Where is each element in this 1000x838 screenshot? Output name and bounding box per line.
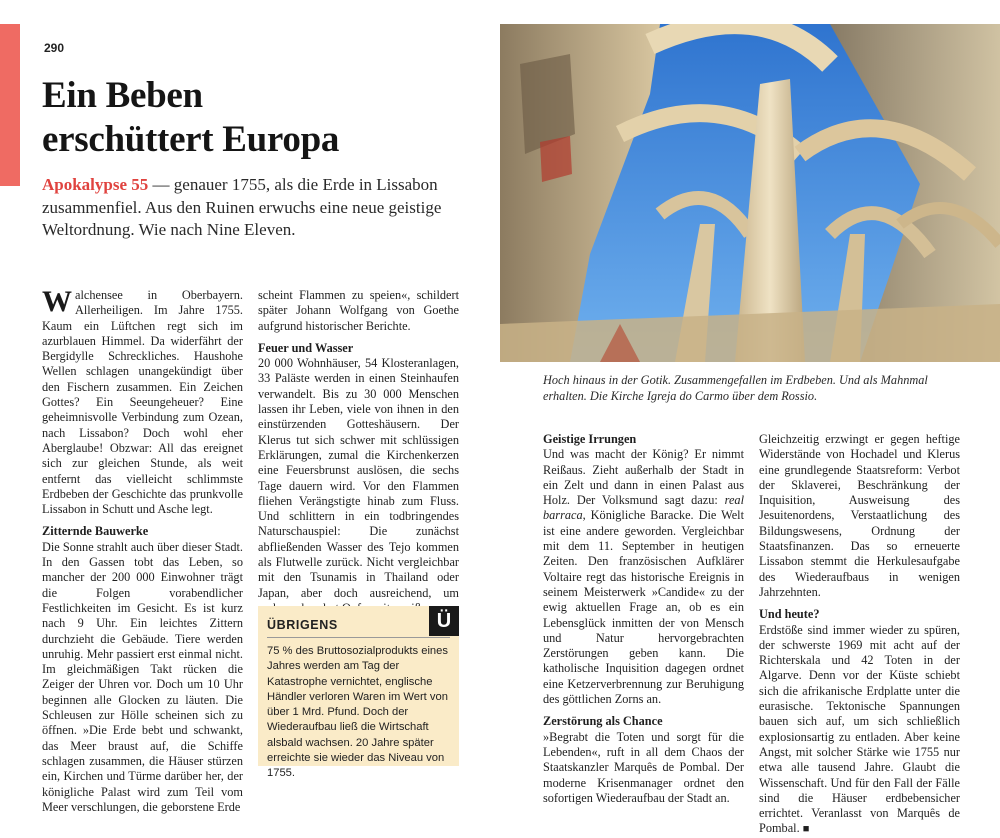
body-paragraph: Gleichzeitig erzwingt er gegen heftige Widerstände von Hochadel und Klerus eine grundlegende Staatsreform: Verbot der Sklaverei, Beschränkung der Inquisition, Ausweisung des Jesuitenordens, Verstaatlichung des Bildungswesens, Ordnung der Staatsfinanzen. Das so erneuerte Lissabon stemmt die Herkulesaufgabe des Wiederaufbaus in wenigen Jahrzehnten. — [759, 432, 960, 599]
article-column-3 — [543, 432, 744, 806]
chapter-color-bar — [0, 24, 20, 186]
photo-caption: Hoch hinaus in der Gotik. Zusammengefallen im Erdbeben. Und als Mahnmal erhalten. Die Kirche Igreja do Carmo über dem Rossio. — [543, 373, 928, 403]
lead-kicker: Apokalypse 55 — [42, 175, 149, 194]
info-box-divider — [267, 637, 450, 638]
info-box-text: 75 % des Bruttosozialprodukts eines Jahres werden am Tag der Katastrophe vernichtet, englische Händler verloren Waren im Wert von über 1 Mrd. Pfund. Doch der Wiederaufbau ließ die Wirtschaft alsbald wachsen. 20 Jahre später erreichte sie wieder das Niveau von 1755. — [267, 645, 448, 780]
info-badge-icon: Ü — [429, 606, 459, 636]
continuation-paragraph: scheint Flammen zu speien«, schildert später Johann Wolfgang von Goethe aufgrund historischer Berichte. — [258, 288, 459, 333]
intro-paragraph — [42, 285, 243, 517]
body-text: , Königliche Baracke. Die Welt ist eine andere geworden. Vergleichbar mit dem 11. September in heutigen Zeiten. Den französischen Aufklärer Voltaire regt das historische Ereignis in seinem Meisterwerk »Candide« zu der ewig aktuellen Frage an, ob es ein Lebensglück inmitten der von Mensch und Natur hervorgebrachten Zerstörungen geben kann. Die katholische Inquisition dagegen ordnet eine Ketzerverbrennung zur Beruhigung des göttlichen Zorns an. — [543, 508, 744, 707]
body-paragraph: 20 000 Wohnhäuser, 54 Klosteranlagen, 33 Paläste werden in einen Steinhaufen verwandelt. Bis zu 30 000 Menschen lassen ihr Leben, viele von ihnen in den einstürzenden Gotteshäusern. Der Klerus tut sich schwer mit schlüssigen Erklärungen, zumal die Kirchenkerzen eine Feuersbrunst auslösen, die sechs Tage dauern wird. Vor den Flammen fliehen Verängstigte hinab zum Fluss. Und schlittern in ein todbringendes Naturschauspiel: Die zunächst abfließenden Wasser des Tejo kommen als Flutwelle zurück. Nicht vergleichbar mit den Tsunamis in Thailand oder Japan, aber doch ausreichend, um — [258, 356, 459, 600]
article-column-2 — [258, 288, 459, 616]
info-box-heading: ÜBRIGENS — [267, 618, 338, 632]
subheading-zitternde-bauwerke: Zitternde Bauwerke — [42, 524, 149, 539]
page-number: 290 — [44, 41, 65, 55]
article-column-1 — [42, 285, 243, 815]
body-paragraph: »Begrabt die Toten und sorgt für die Lebenden«, ruft in all dem Chaos der Staatskanzler Marquês de Pombal. Der moderne Krisenmanager ordnet den sofortigen Wiederaufbau der Stadt an. — [543, 729, 744, 805]
lead-paragraph — [42, 174, 462, 242]
intro-text: alchensee in Oberbayern. Allerheiligen. Im Jahre 1755. Kaum ein Lüftchen regt sich im azurblauen Himmel. Da widerfährt der Bergidylle Schreckliches. Haushohe Wellen schlagen unangekündigt über den Fischern zusammen. Ein Zeichen Gottes? Ein Seeungeheuer? Eine geheimnisvolle Verbindung zum Ozean, nach Lissabon? Doch wohl eher Aberglaube! Obzwar: All das ereignet sich zur gleichen Stunde, als weit entfernt das vielleicht schlimmste Erdbeben der Geschichte das prunkvolle Lissabon in Schutt und Asche legt. — [42, 288, 243, 517]
title-line-1: Ein Beben — [42, 75, 203, 116]
church-ruins-photo — [500, 24, 1000, 362]
subheading-geistige-irrungen: Geistige Irrungen — [543, 432, 637, 446]
emphasis-text: real barraca — [543, 493, 744, 523]
body-text: Und was macht der König? Er nimmt Reißaus. Zieht außerhalb der Stadt in ein Zelt und dann in einen Palast aus Holz. Der Volksmund sagt dazu: — [543, 447, 744, 508]
body-text: Erdstöße sind immer wieder zu spüren, der schwerste 1969 mit acht auf der Richterskala und 42 Toten in der Algarve. Denn vor der Küste schiebt sich die afrikanische Erdplatte unter die eurasische. Tektonische Spannungen bauen sich auf, um sich schließlich explosionsartig zu entladen. Aber keine Angst, mit solcher Stärke wie 1755 nur etwa alle tausend Jahre. Glaubt die Wissenschaft. Und für den Fall der Fälle sind die Häuser erdbebensicher errichtet. Veranlasst von Marquês de Pombal. — [759, 622, 960, 836]
title-line-2: erschüttert Europa — [42, 119, 340, 160]
lead-text: — genauer 1755, als die Erde in Lissabon zusammenfiel. Aus den Ruinen erwuchs eine neue geistige Weltordnung. Wie nach Nine Eleven. — [42, 175, 442, 239]
body-paragraph: Die Sonne strahlt auch über dieser Stadt. In den Gassen tobt das Leben, so mancher der 200 000 Einwohner trägt die Folgen vorabendlicher Festlichkeiten im Gesicht. Es ist kurz nach 9 Uhr. Ein leichtes Zittern durchzieht die Gebäude. Tiere werden unruhig. Mehr passiert erst einmal nicht. Im gleichmäßigen Takt rücken die Zeiger der Uhren vor. Doch um 10 Uhr beginnen alle Glocken zu läuten. Die Schleusen zur Hölle scheinen sich zu öffnen. »Die Erde bebt und schwankt, das Meer braust auf, die Schiffe schlagen zusammen, die Häuser stürzen ein, Kirchen und Türme darüber her, der königliche Palast wird zum Teil vom Meer verschlungen, die geborstene Erde — [42, 539, 243, 814]
body-paragraph — [543, 447, 744, 707]
body-paragraph — [759, 623, 960, 838]
subheading-und-heute: Und heute? — [759, 607, 820, 622]
subheading-feuer-und-wasser: Feuer und Wasser — [258, 340, 354, 355]
end-mark-icon: ■ — [802, 823, 810, 836]
drop-cap: W — [42, 285, 72, 318]
article-column-4 — [759, 432, 960, 838]
subheading-zerstoerung-als-chance: Zerstörung als Chance — [543, 714, 663, 729]
gothic-arches-illustration — [500, 24, 1000, 362]
article-title — [42, 74, 482, 162]
